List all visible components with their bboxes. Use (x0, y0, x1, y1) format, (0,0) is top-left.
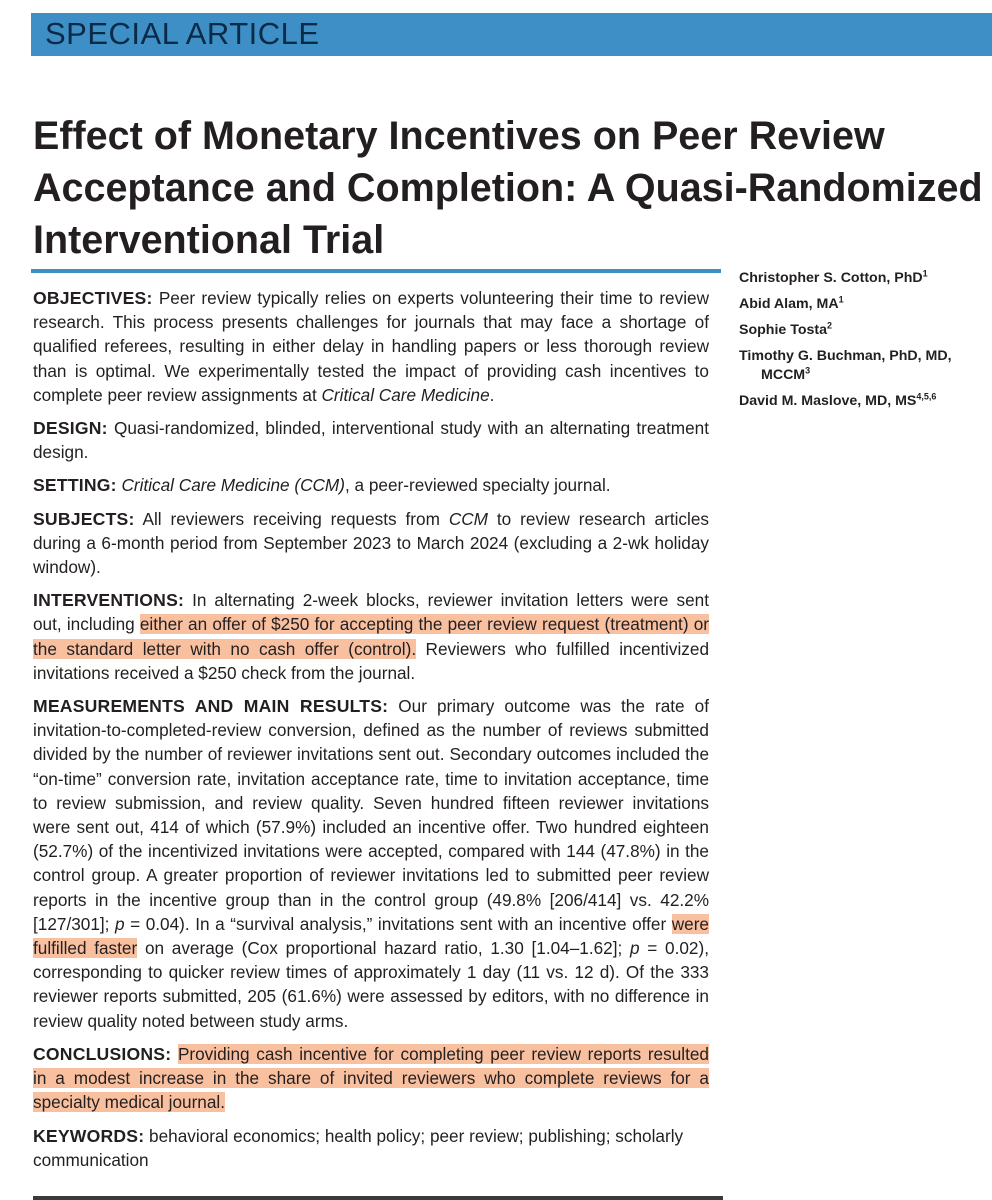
author-name: Christopher S. Cotton, PhD (739, 270, 923, 286)
design-text: Quasi-randomized, blinded, interventional study with an alternating treatment design. (33, 418, 709, 463)
section-label: SPECIAL ARTICLE (45, 16, 320, 51)
author-affiliation: 1 (922, 268, 928, 279)
subjects-text: All reviewers receiving requests from (134, 508, 449, 529)
objectives-text: Peer review typically relies on experts volunteering their time to review research. This process presents challenges for journals that may face a shortage of qualified referees, resulting in either delay in handling papers or less thorough review than is optimal. We experimentally tested the impact of providing cash incentives to complete peer review assignments at (33, 288, 709, 405)
abstract-keywords (33, 1124, 709, 1172)
conclusions-highlight: Providing cash incentive for completing peer review reports resulted in a modest increase in the share of invited reviewers who complete reviews for a specialty medical journal. (33, 1043, 709, 1113)
keywords-label: KEYWORDS: (33, 1125, 145, 1146)
author-1 (739, 269, 989, 288)
results-highlight: were fulfilled faster (33, 913, 709, 959)
objectives-journal: Critical Care Medicine (321, 384, 490, 405)
setting-label: SETTING: (33, 475, 117, 496)
article-title: Effect of Monetary Incentives on Peer Review Acceptance and Completion: A Quasi-Randomized Interventional Trial (33, 114, 983, 262)
abstract (33, 286, 709, 1181)
author-affiliation: 4,5,6 (916, 391, 937, 402)
interventions-highlight: either an offer of $250 for accepting the peer review request (treatment) or the standard letter with no cash offer (control). (33, 614, 710, 659)
author-affiliation: 2 (827, 320, 833, 331)
author-name: Abid Alam, MA (739, 296, 839, 312)
setting-journal: Critical Care Medicine (CCM) (121, 475, 345, 496)
objectives-end: . (489, 384, 495, 405)
results-text: Our primary outcome was the rate of invitation-to-completed-review conversion, defined as the number of reviews submitted divided by the number of reviewer invitations sent out. Secondary outcomes included the “on-time” conversion rate, invitation acceptance rate, time to invitation acceptance, time to review submission, and review quality. Seven hundred fifteen reviewer invitations were sent out, 414 of which (57.9%) included an incentive offer. Two hundred eighteen (52.7%) of the incentivized invitations were accepted, compared with 144 (47.8%) in the control group. A greater proportion of reviewer invitations led to submitted peer review reports in the incentive group than in the control group (49.8% [206/414] vs. 42.2% [127/301]; (33, 696, 709, 934)
keywords-text: behavioral economics; health policy; peer review; publishing; scholarly communication (33, 1125, 684, 1170)
author-name: Timothy G. Buchman, PhD, MD, MCCM (739, 348, 952, 383)
author-3 (739, 321, 989, 340)
results-p-value-1: p (115, 913, 125, 934)
abstract-conclusions (33, 1042, 709, 1115)
interventions-text-2: Reviewers who fulfilled incentivized invitations received a $250 check from the journal. (33, 638, 710, 683)
subjects-text-2: to review research articles during a 6-month period from September 2023 to March 2024 (excluding a 2-wk holiday window). (33, 508, 709, 578)
author-4 (739, 347, 989, 385)
author-list (739, 269, 989, 418)
truncated-text-fragment (33, 1196, 723, 1200)
abstract-results (33, 694, 709, 1033)
author-affiliation: 3 (805, 365, 811, 376)
design-label: DESIGN: (33, 418, 108, 439)
subjects-label: SUBJECTS: (33, 508, 135, 529)
results-text-3: on average (Cox proportional hazard ratio, 1.30 [1.04–1.62]; (137, 938, 630, 959)
results-p-value-2: p (630, 938, 640, 959)
objectives-label: OBJECTIVES: (33, 288, 153, 308)
author-name: David M. Maslove, MD, MS (739, 393, 917, 409)
author-2 (739, 295, 989, 314)
setting-text: , a peer-reviewed specialty journal. (344, 475, 611, 496)
results-text-2: = 0.04). In a “survival analysis,” invitations sent with an incentive offer (124, 913, 672, 934)
abstract-subjects (33, 507, 709, 580)
cut-off-next-line (33, 1188, 723, 1200)
author-name: Sophie Tosta (739, 322, 828, 338)
author-affiliation: 1 (838, 294, 844, 305)
subjects-journal: CCM (448, 508, 488, 529)
results-label: MEASUREMENTS AND MAIN RESULTS: (33, 696, 389, 717)
title-divider (31, 269, 721, 273)
abstract-design (33, 416, 709, 464)
abstract-objectives (33, 286, 709, 407)
section-banner (31, 13, 992, 56)
abstract-interventions (33, 588, 709, 685)
conclusions-label: CONCLUSIONS: (33, 1043, 172, 1064)
author-5 (739, 392, 989, 411)
abstract-setting (33, 473, 709, 497)
interventions-label: INTERVENTIONS: (33, 590, 185, 611)
results-text-4: = 0.02), corresponding to quicker review times of approximately 1 day (11 vs. 12 d). Of the 333 reviewer reports submitted, 205 (61.6%) were assessed by editors, with no difference in review quality noted between study arms. (33, 938, 709, 1031)
interventions-text: In alternating 2-week blocks, reviewer invitation letters were sent out, including (33, 590, 709, 635)
